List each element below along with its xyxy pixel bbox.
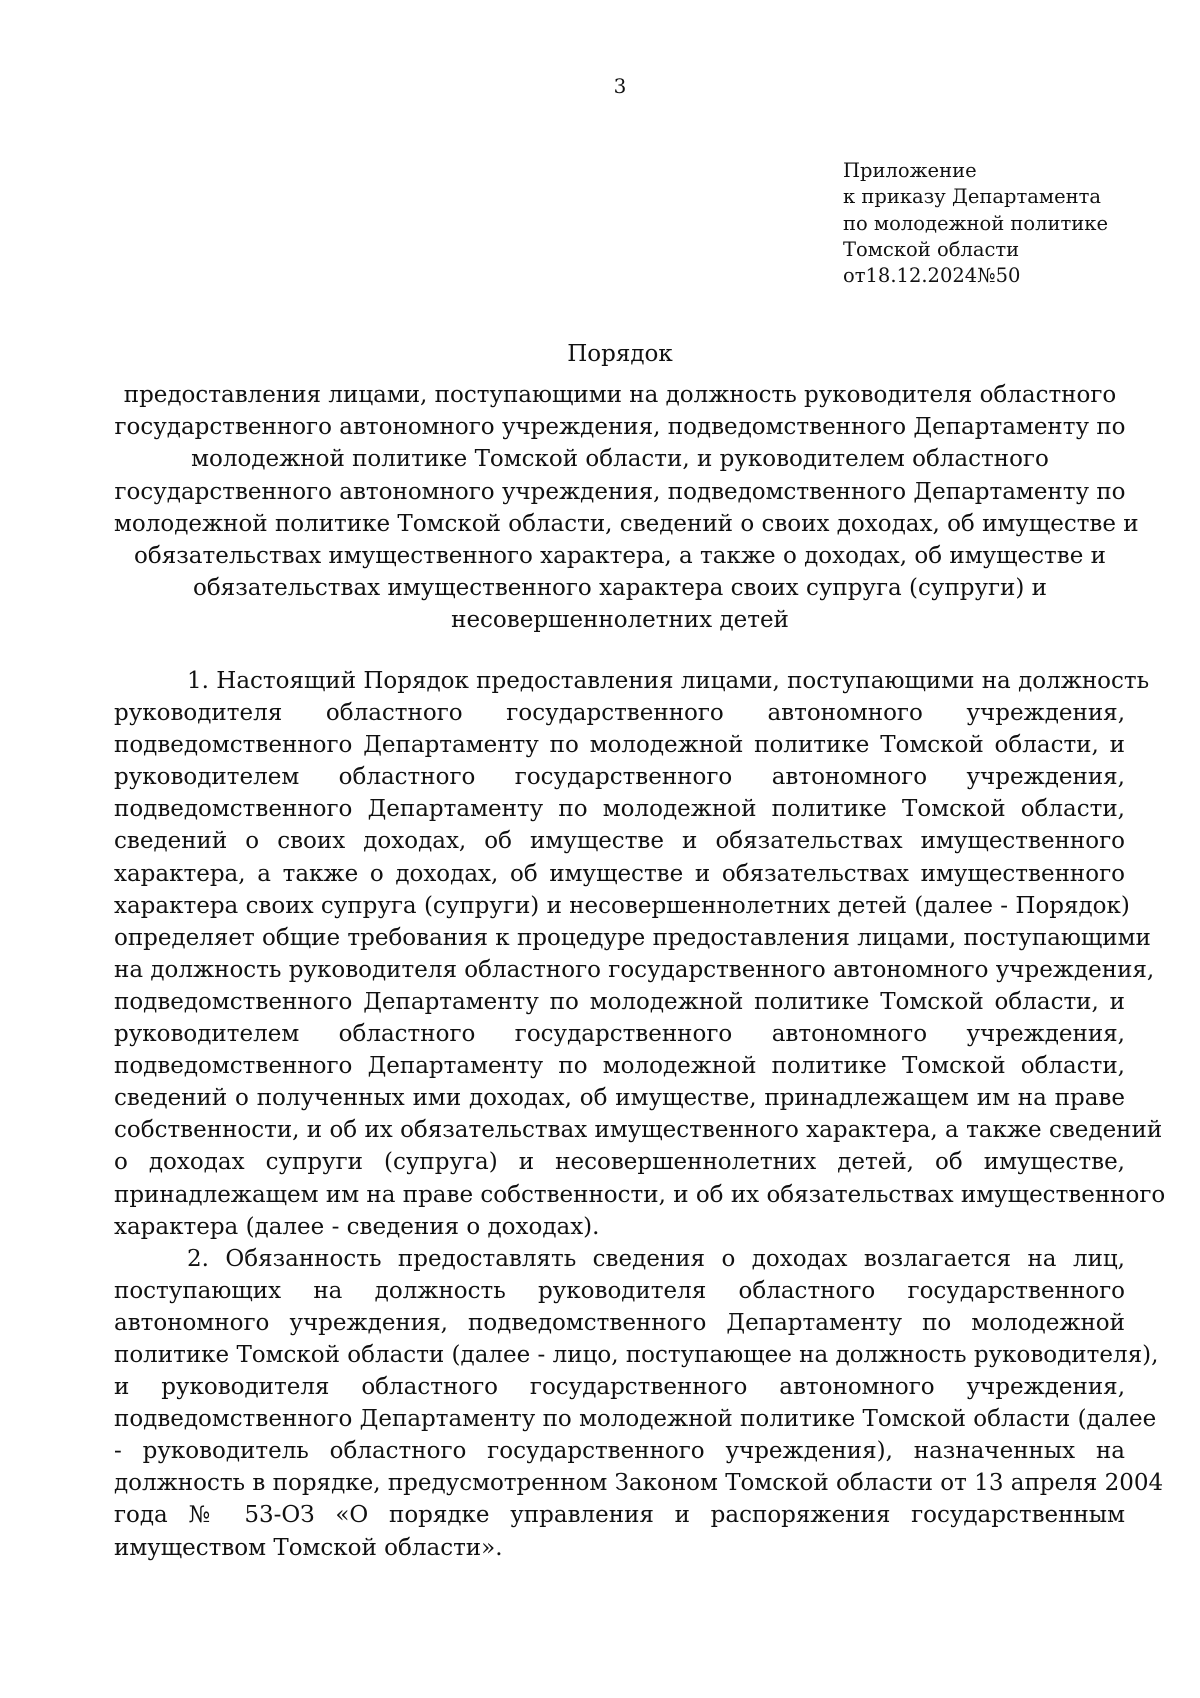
appendix-line: от18.12.2024№50 <box>843 264 1021 288</box>
paragraph-1-line: руководителем областного государственного автономного учреждения, <box>114 764 1125 791</box>
subtitle-line: несовершеннолетних детей <box>451 607 789 634</box>
paragraph-2-line: автономного учреждения, подведомственного Департаменту по молодежной <box>114 1309 1125 1336</box>
paragraph-1-line: характера своих супруга (супруги) и несовершеннолетних детей (далее - Порядок) <box>114 892 1130 919</box>
appendix-line: к приказу Департамента <box>843 185 1102 209</box>
paragraph-2-line: должность в порядке, предусмотренном Законом Томской области от 13 апреля 2004 <box>114 1470 1164 1497</box>
subtitle-line: государственного автономного учреждения, подведомственного Департаменту по <box>114 478 1126 505</box>
subtitle-line: государственного автономного учреждения, подведомственного Департаменту по <box>114 414 1126 441</box>
paragraph-1-line: характера, а также о доходах, об имуществе и обязательствах имущественного <box>114 860 1125 887</box>
appendix-line: по молодежной политике <box>843 211 1109 235</box>
paragraph-1-line: определяет общие требования к процедуре предоставления лицами, поступающими <box>114 924 1151 951</box>
subtitle-line: обязательствах имущественного характера, а также о доходах, об имуществе и <box>134 543 1106 570</box>
paragraph-2-line: подведомственного Департаменту по молодежной политике Томской области (далее <box>114 1406 1157 1433</box>
paragraph-1-line: на должность руководителя областного государственного автономного учреждения, <box>114 956 1155 983</box>
paragraph-1-line: характера (далее - сведения о доходах). <box>114 1213 600 1240</box>
document-title: Порядок <box>567 341 673 367</box>
paragraph-1-line: сведений о полученных ими доходах, об имуществе, принадлежащем им на праве <box>114 1085 1125 1112</box>
paragraph-1-line: 1. Настоящий Порядок предоставления лицами, поступающими на должность <box>187 668 1150 694</box>
paragraph-1-line: собственности, и об их обязательствах имущественного характера, а также сведений <box>114 1117 1163 1144</box>
appendix-block <box>843 158 1108 289</box>
subtitle-line: молодежной политике Томской области, и руководителем областного <box>191 446 1049 473</box>
paragraph-2-line: политике Томской области (далее - лицо, поступающее на должность руководителя), <box>114 1341 1159 1368</box>
appendix-line: Томской области <box>843 237 1020 261</box>
subtitle-line: предоставления лицами, поступающими на должность руководителя областного <box>123 382 1117 408</box>
paragraph-2-line: года № 53-ОЗ «О порядке управления и распоряжения государственным <box>114 1502 1125 1529</box>
paragraph-1-line: руководителем областного государственного автономного учреждения, <box>114 1021 1125 1048</box>
paragraph-1-line: подведомственного Департаменту по молодежной политике Томской области, <box>114 796 1125 823</box>
paragraph-2-line: и руководителя областного государственного автономного учреждения, <box>114 1374 1125 1401</box>
document-subtitle <box>114 379 1139 637</box>
subtitle-line: молодежной политике Томской области, сведений о своих доходах, об имуществе и <box>114 510 1139 537</box>
paragraph-2-line: имуществом Томской области». <box>114 1534 503 1561</box>
paragraph-1-line: о доходах супруги (супруга) и несовершеннолетних детей, об имуществе, <box>114 1149 1125 1176</box>
subtitle-line: обязательствах имущественного характера своих супруга (супруги) и <box>192 575 1047 602</box>
paragraph-1-line: руководителя областного государственного автономного учреждения, <box>114 700 1125 727</box>
paragraph-1-line: подведомственного Департаменту по молодежной политике Томской области, <box>114 1053 1125 1080</box>
page-number: 3 <box>613 74 627 98</box>
paragraph-2-line: поступающих на должность руководителя областного государственного <box>114 1277 1125 1304</box>
paragraph-1-line: подведомственного Департаменту по молодежной политике Томской области, и <box>114 732 1125 759</box>
paragraph-1-line: принадлежащем им на праве собственности, и об их обязательствах имущественного <box>114 1181 1166 1208</box>
paragraph-2-line: 2. Обязанность предоставлять сведения о доходах возлагается на лиц, <box>187 1245 1125 1272</box>
document-body <box>114 665 1166 1564</box>
paragraph-1-line: сведений о своих доходах, об имуществе и обязательствах имущественного <box>114 828 1125 855</box>
appendix-line: Приложение <box>843 159 977 182</box>
paragraph-2-line: - руководитель областного государственного учреждения), назначенных на <box>114 1438 1125 1465</box>
paragraph-1-line: подведомственного Департаменту по молодежной политике Томской области, и <box>114 988 1125 1015</box>
